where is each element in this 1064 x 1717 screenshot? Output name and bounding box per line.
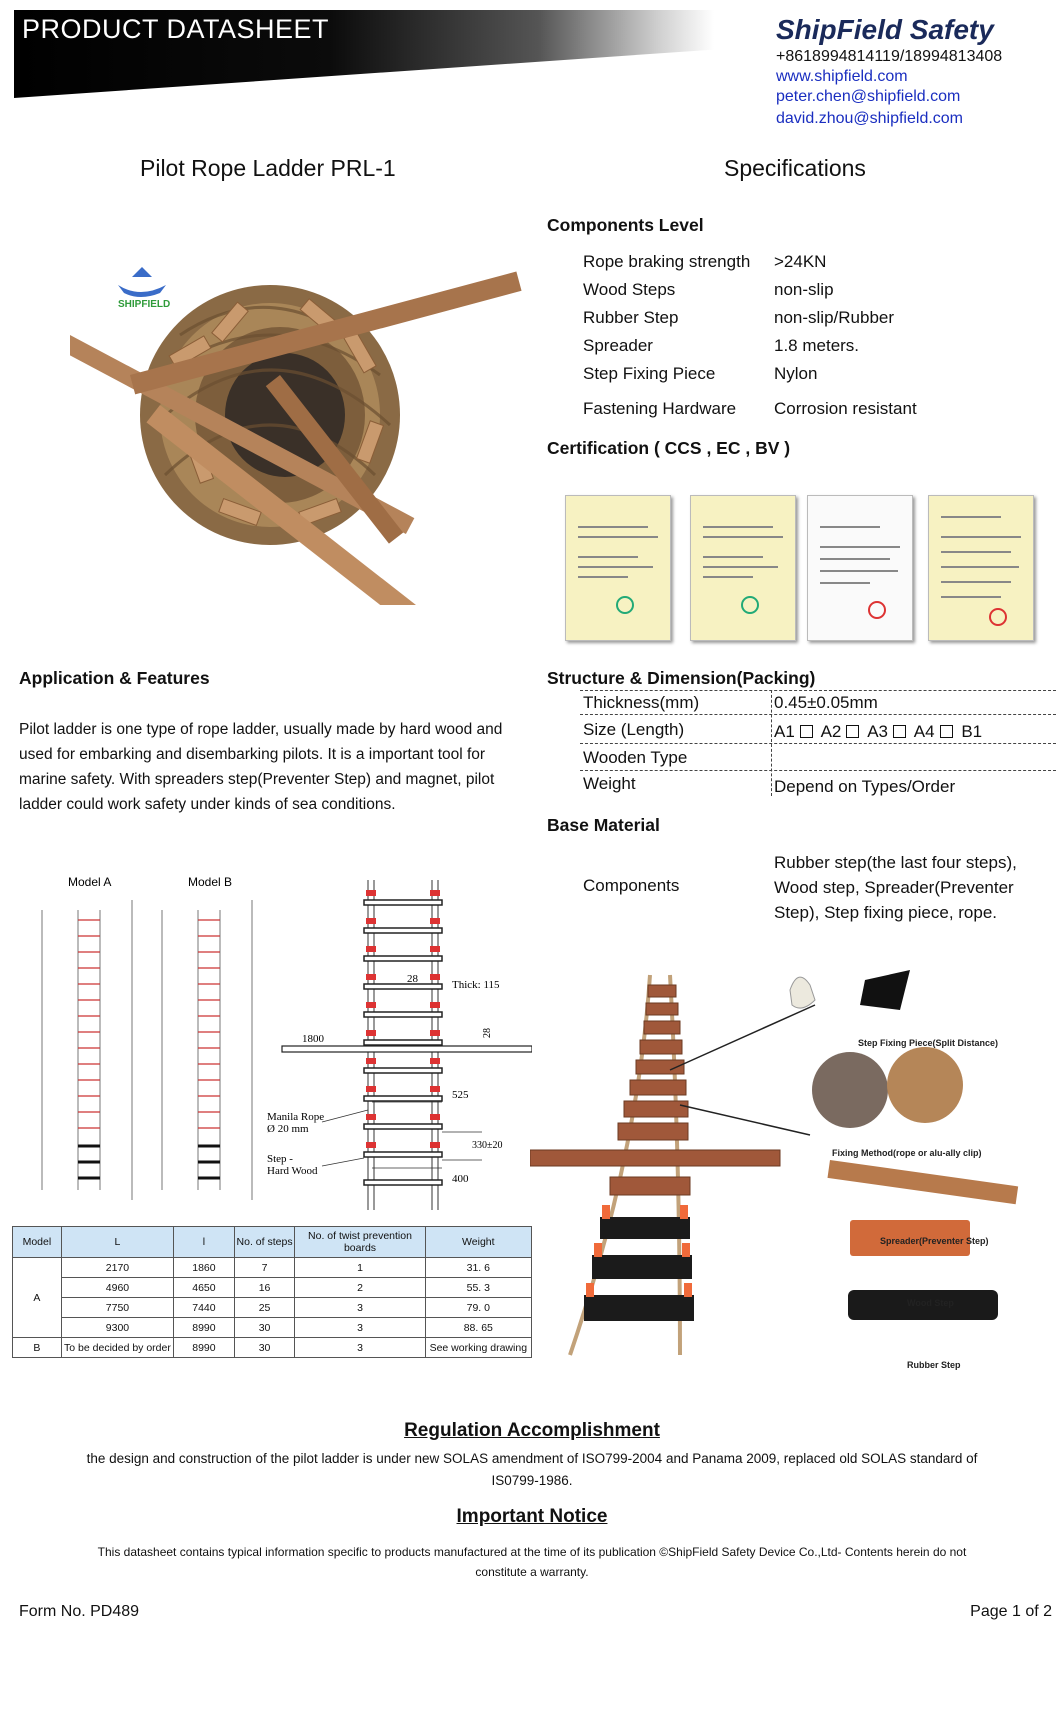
size-option-label: A2 [820, 722, 842, 741]
components-value-line: Wood step, Spreader(Preventer [774, 878, 1014, 897]
notice-line: This datasheet contains typical information specific to products manufactured at the time of its publication ©ShipField Safety Device Co.,Ltd- Contents herein do not [97, 1545, 967, 1559]
table-cell: 30 [234, 1338, 295, 1358]
form-number: Form No. PD489 [19, 1603, 140, 1620]
base-material-heading: Base Material [547, 815, 660, 835]
specs-title: Specifications [724, 155, 866, 181]
product-title: Pilot Rope Ladder PRL-1 [140, 155, 396, 181]
phone-number: +8618994814119/18994813408 [776, 48, 1003, 65]
table-cell: 16 [234, 1278, 295, 1298]
table-row [13, 1318, 532, 1338]
components-value-line: Rubber step(the last four steps), [774, 853, 1017, 872]
certification-heading: Certification ( CCS , EC , BV ) [547, 438, 791, 458]
table-header: No. of steps [234, 1227, 295, 1258]
certificate-image [928, 495, 1034, 641]
notice-heading: Important Notice [456, 1506, 608, 1527]
spec-label: Wood Steps [583, 280, 676, 299]
size-option-label: A1 [774, 722, 795, 741]
svg-text:Model B: Model B [188, 875, 233, 889]
email-link-david[interactable]: david.zhou@shipfield.com [776, 110, 964, 127]
part-label: Wood Step [907, 1298, 954, 1308]
svg-text:28: 28 [482, 1028, 493, 1038]
paragraph-line: ladder could work safety under kinds of sea conditions. [19, 796, 396, 813]
svg-text:Model A: Model A [68, 875, 112, 889]
table-cell: 3 [295, 1298, 425, 1318]
table-cell: 55. 3 [425, 1278, 531, 1298]
website-link[interactable]: www.shipfield.com [776, 68, 908, 85]
svg-text:SHIPFIELD: SHIPFIELD [118, 299, 171, 310]
ladder-parts-illustration [530, 955, 1030, 1375]
regulation-text [0, 1448, 1064, 1492]
notice-text [0, 1542, 1064, 1582]
size-checkbox[interactable] [800, 725, 813, 738]
table-cell: 1860 [174, 1258, 235, 1278]
table-cell: B [13, 1338, 62, 1358]
structure-heading: Structure & Dimension(Packing) [547, 668, 816, 688]
paragraph-line: Pilot ladder is one type of rope ladder, usually made by hard wood and [19, 721, 503, 738]
svg-text:400: 400 [452, 1173, 469, 1185]
product-image [70, 255, 530, 605]
application-heading: Application & Features [19, 668, 210, 688]
table-cell: To be decided by order [61, 1338, 173, 1358]
table-header: L [61, 1227, 173, 1258]
spec-label: Spreader [583, 336, 653, 355]
spec-label: Rubber Step [583, 308, 679, 327]
part-label: Spreader(Preventer Step) [880, 1236, 989, 1246]
table-cell: 2170 [61, 1258, 173, 1278]
part-label: Fixing Method(rope or alu-ally clip) [832, 1148, 982, 1158]
table-cell: 25 [234, 1298, 295, 1318]
table-divider [580, 770, 1056, 771]
components-level-heading: Components Level [547, 215, 704, 235]
notice-line: constitute a warranty. [475, 1565, 589, 1579]
email-link-peter[interactable]: peter.chen@shipfield.com [776, 88, 961, 105]
components-value-line: Step), Step fixing piece, rope. [774, 903, 998, 922]
callout-line [680, 1105, 810, 1135]
size-option-label: A4 [913, 722, 935, 741]
table-cell: 4650 [174, 1278, 235, 1298]
table-cell: 7440 [174, 1298, 235, 1318]
page-number: Page 1 of 2 [970, 1603, 1052, 1620]
svg-text:525: 525 [452, 1089, 469, 1101]
table-row [13, 1298, 532, 1318]
size-label: Size (Length) [583, 720, 685, 739]
table-cell: 8990 [174, 1338, 235, 1358]
table-divider [580, 690, 1056, 691]
paragraph-line: used for embarking and disembarking pilots. It is a important tool for [19, 746, 486, 763]
certificate-image [690, 495, 796, 641]
table-divider [580, 714, 1056, 715]
svg-text:Manila Rope: Manila Rope [267, 1111, 325, 1123]
thickness-label: Thickness(mm) [583, 693, 700, 712]
size-checkbox[interactable] [893, 725, 906, 738]
part-label: Step Fixing Piece(Split Distance) [858, 1038, 999, 1048]
ladder-spec-table [12, 1226, 532, 1358]
spec-value: Corrosion resistant [774, 399, 917, 418]
table-row [13, 1338, 532, 1358]
spec-value: 1.8 meters. [774, 336, 860, 355]
size-option-label: A3 [867, 722, 888, 741]
certificate-image [807, 495, 913, 641]
size-option-label: B1 [961, 722, 983, 741]
shipfield-logo [118, 267, 170, 310]
table-header: Weight [425, 1227, 531, 1258]
spec-value: non-slip [774, 280, 834, 299]
regulation-line: the design and construction of the pilot ladder is under new SOLAS amendment of ISO799-2004 and Panama 2009, replaced old SOLAS standard of [86, 1451, 978, 1466]
spec-label: Step Fixing Piece [583, 364, 716, 383]
table-cell: 30 [234, 1318, 295, 1338]
table-cell: 3 [295, 1338, 425, 1358]
svg-text:28: 28 [407, 973, 418, 985]
svg-text:330±20: 330±20 [472, 1140, 503, 1151]
technical-drawing [12, 870, 532, 1220]
table-column-divider [771, 690, 772, 796]
components-label: Components [583, 876, 680, 895]
size-checkbox[interactable] [846, 725, 859, 738]
banner-title: PRODUCT DATASHEET [22, 14, 330, 44]
table-row [13, 1278, 532, 1298]
table-cell: 88. 65 [425, 1318, 531, 1338]
table-cell: 7 [234, 1258, 295, 1278]
size-checkbox[interactable] [940, 725, 953, 738]
table-cell: 2 [295, 1278, 425, 1298]
part-label: Rubber Step [907, 1360, 961, 1370]
application-paragraph [19, 717, 539, 817]
components-value [774, 850, 1017, 925]
table-row [13, 1258, 532, 1278]
table-cell: 3 [295, 1318, 425, 1338]
svg-text:Thick: 115: Thick: 115 [452, 979, 500, 991]
brand-name: ShipField Safety [776, 14, 994, 45]
callout-line [670, 1005, 815, 1070]
svg-text:Ø 20 mm: Ø 20 mm [267, 1123, 309, 1135]
table-cell: 9300 [61, 1318, 173, 1338]
table-cell: 79. 0 [425, 1298, 531, 1318]
paragraph-line: marine safety. With spreaders step(Preventer Step) and magnet, pilot [19, 771, 495, 788]
svg-text:Hard Wood: Hard Wood [267, 1165, 318, 1177]
svg-text:1800: 1800 [302, 1033, 324, 1045]
certificate-image [565, 495, 671, 641]
table-header: No. of twist prevention boards [295, 1227, 425, 1258]
table-cell: 4960 [61, 1278, 173, 1298]
wooden-type-label: Wooden Type [583, 748, 688, 767]
spec-label: Fastening Hardware [583, 399, 737, 418]
svg-text:Step -: Step - [267, 1153, 293, 1165]
spec-value: Nylon [774, 364, 818, 383]
thickness-value: 0.45±0.05mm [774, 693, 878, 712]
regulation-heading: Regulation Accomplishment [404, 1420, 660, 1441]
weight-label: Weight [583, 774, 636, 793]
regulation-line: IS0799-1986. [491, 1473, 573, 1488]
table-cell: A [13, 1258, 62, 1338]
table-cell: 7750 [61, 1298, 173, 1318]
table-header: l [174, 1227, 235, 1258]
spec-value: non-slip/Rubber [774, 308, 895, 327]
table-cell: 8990 [174, 1318, 235, 1338]
table-divider [580, 743, 1056, 744]
weight-value: Depend on Types/Order [774, 777, 956, 796]
spec-label: Rope braking strength [583, 252, 751, 271]
table-cell: 1 [295, 1258, 425, 1278]
spec-value: >24KN [774, 252, 827, 271]
table-cell: 31. 6 [425, 1258, 531, 1278]
size-options [774, 722, 982, 742]
table-cell: See working drawing [425, 1338, 531, 1358]
table-header: Model [13, 1227, 62, 1258]
